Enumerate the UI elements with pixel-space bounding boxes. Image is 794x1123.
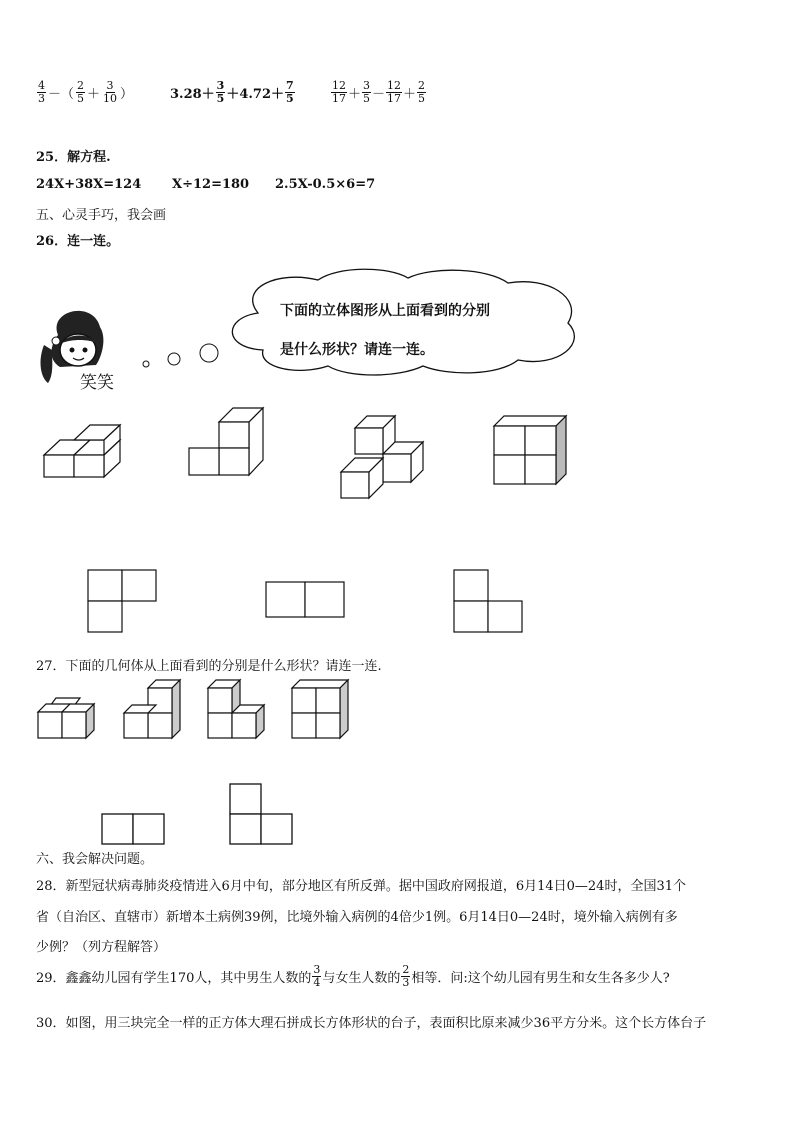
top-view-3: [452, 568, 526, 636]
solid-figure-4: [490, 410, 580, 490]
fraction: $\frac{3}{5}$: [216, 79, 225, 105]
solid-figure-8: [288, 676, 354, 742]
q30-line-1: 30．如图，用三块完全一样的正方体大理石拼成长方体形状的台子，表面积比原来减少36平方分米。这个长方体台子: [36, 1016, 707, 1031]
q29-text: 29．鑫鑫幼儿园有学生170人，其中男生人数的 $\frac{3}{4}$ 与女生人数的 $\frac{2}{3}$ 相等．问:这个幼儿园有男生和女生各多少人?: [36, 963, 670, 989]
top-view-2: [264, 580, 348, 620]
q26-title: 26．连一连。: [36, 234, 120, 249]
solid-figure-6: [120, 676, 186, 742]
fraction: $\frac{2}{3}$: [402, 963, 410, 989]
solid-figure-3: [335, 410, 435, 505]
q28-line-2: 省（自治区、直辖市）新增本土病例39例，比境外输入病例的4倍少1例。6月14日0—24时，境外输入病例有多: [36, 910, 678, 925]
expression-1: $\frac{4}{3}$ －（ $\frac{2}{5}$ ＋ $\frac{3}{10}$ ）: [38, 79, 134, 105]
q28-line-3: 少例？（列方程解答）: [36, 940, 167, 955]
top-view-5: [228, 782, 296, 846]
girl-name: 笑笑: [80, 373, 114, 393]
fraction: $\frac{3}{5}$: [363, 79, 371, 105]
expression-3: $\frac{12}{17}$ ＋ $\frac{3}{5}$ － $\frac{12}{17}$ ＋ $\frac{2}{5}$: [332, 79, 426, 105]
q28-line-1: 28．新型冠状病毒肺炎疫情进入6月中旬，部分地区有所反弹。据中国政府网报道，6月14日0—24时，全国31个: [36, 879, 686, 894]
section-5-heading: 五、心灵手巧，我会画: [36, 208, 167, 223]
q25-equation-1: 24X+38X=124: [36, 177, 142, 192]
solid-figure-5: [36, 692, 102, 742]
top-view-1: [86, 568, 158, 636]
fraction: $\frac{2}{5}$: [77, 79, 85, 105]
solid-figure-1: [40, 420, 130, 480]
solid-figure-2: [185, 400, 275, 480]
q25-title: 25．解方程.: [36, 150, 111, 165]
section-6-heading: 六、我会解决问题。: [36, 852, 154, 867]
expression-2: 3.28＋ $\frac{3}{5}$ ＋4.72＋ $\frac{7}{5}$: [170, 79, 294, 105]
cloud-text-line-2: 是什么形状？请连一连。: [280, 342, 434, 358]
fraction: $\frac{3}{10}$: [103, 79, 118, 105]
fraction: $\frac{3}{4}$: [313, 963, 321, 989]
cloud-text-line-1: 下面的立体图形从上面看到的分别: [280, 303, 490, 319]
q27-title: 27．下面的几何体从上面看到的分别是什么形状？请连一连.: [36, 659, 382, 674]
thought-bubbles: [140, 340, 220, 370]
fraction: $\frac{4}{3}$: [38, 79, 45, 105]
thought-cloud: [218, 268, 588, 378]
solid-figure-7: [204, 676, 270, 742]
q25-equation-3: 2.5X-0.5×6=7: [275, 177, 376, 192]
fraction: $\frac{12}{17}$: [332, 79, 346, 105]
fraction: $\frac{12}{17}$: [387, 79, 402, 105]
fraction: $\frac{2}{5}$: [418, 79, 426, 105]
q25-equation-2: X÷12=180: [172, 177, 250, 192]
fraction: $\frac{7}{5}$: [286, 79, 294, 105]
top-view-4: [100, 812, 168, 846]
